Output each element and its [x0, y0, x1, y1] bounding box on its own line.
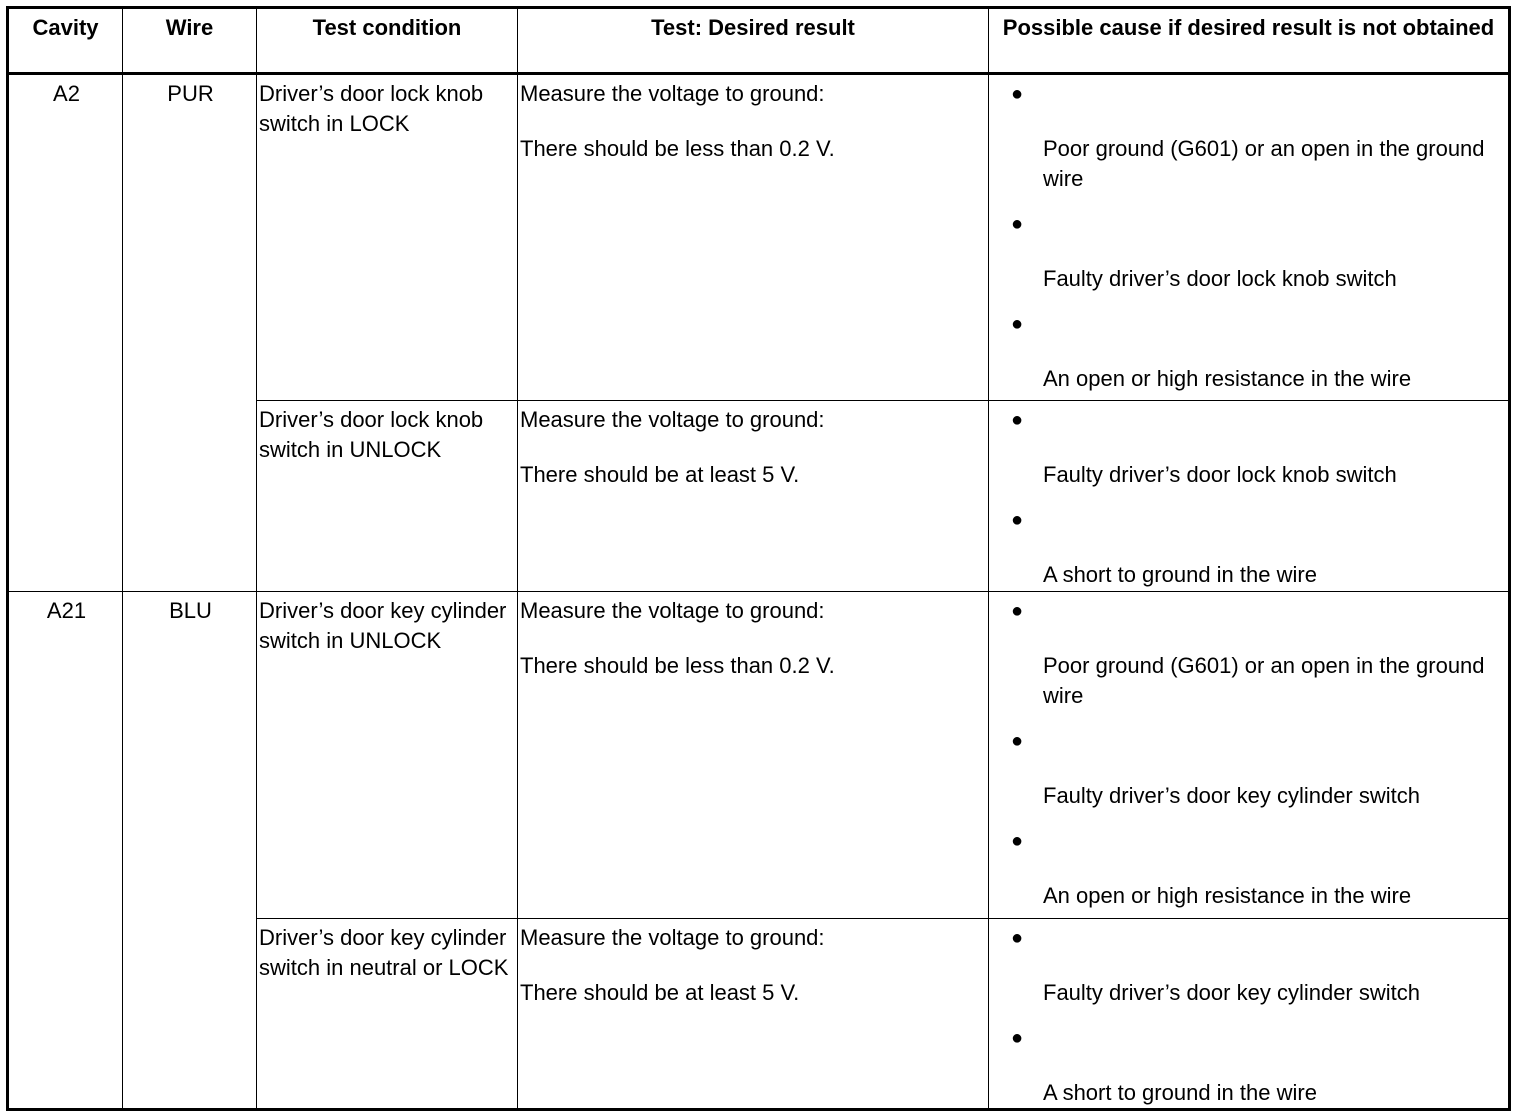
wire-cell: BLU — [123, 592, 257, 1110]
cause-item — [991, 405, 1508, 490]
table-row — [8, 592, 1510, 919]
diagnostic-table — [6, 6, 1511, 1111]
bullet-icon: ● — [1011, 730, 1024, 752]
result-expectation: There should be less than 0.2 V. — [520, 136, 835, 161]
wire-cell: PUR — [123, 74, 257, 592]
test-condition-cell: Driver’s door key cylinder switch in neutral or LOCK — [257, 919, 518, 1110]
header-cavity: Cavity — [8, 8, 123, 74]
cause-item — [991, 1023, 1508, 1108]
cause-item — [991, 923, 1508, 1008]
cause-item — [991, 826, 1508, 911]
bullet-icon: ● — [1011, 409, 1024, 431]
desired-result-cell — [518, 919, 989, 1110]
result-instruction: Measure the voltage to ground: — [520, 407, 825, 432]
cause-item — [991, 79, 1508, 194]
cause-text: Faulty driver’s door key cylinder switch — [1043, 980, 1420, 1005]
possible-cause-cell — [989, 919, 1510, 1110]
table-row — [8, 74, 1510, 401]
cause-item — [991, 309, 1508, 394]
bullet-icon: ● — [1011, 313, 1024, 335]
result-expectation: There should be at least 5 V. — [520, 980, 800, 1005]
cause-text: Poor ground (G601) or an open in the ground wire — [1043, 136, 1485, 191]
cause-item — [991, 505, 1508, 590]
cause-item — [991, 726, 1508, 811]
desired-result-cell — [518, 592, 989, 919]
result-expectation: There should be at least 5 V. — [520, 462, 800, 487]
bullet-icon: ● — [1011, 83, 1024, 105]
header-possible-cause: Possible cause if desired result is not obtained — [989, 8, 1510, 74]
header-wire: Wire — [123, 8, 257, 74]
result-instruction: Measure the voltage to ground: — [520, 81, 825, 106]
result-instruction: Measure the voltage to ground: — [520, 925, 825, 950]
cause-item — [991, 209, 1508, 294]
bullet-icon: ● — [1011, 1027, 1024, 1049]
header-row — [8, 8, 1510, 74]
bullet-icon: ● — [1011, 600, 1024, 622]
cavity-cell: A21 — [8, 592, 123, 1110]
header-desired-result: Test: Desired result — [518, 8, 989, 74]
bullet-icon: ● — [1011, 927, 1024, 949]
desired-result-cell — [518, 74, 989, 401]
header-test-condition: Test condition — [257, 8, 518, 74]
test-condition-cell: Driver’s door lock knob switch in LOCK — [257, 74, 518, 401]
test-condition-cell: Driver’s door key cylinder switch in UNLOCK — [257, 592, 518, 919]
cause-text: An open or high resistance in the wire — [1043, 883, 1412, 908]
cause-text: Faulty driver’s door lock knob switch — [1043, 462, 1397, 487]
cause-item — [991, 596, 1508, 711]
cause-text: Faulty driver’s door lock knob switch — [1043, 266, 1397, 291]
cause-text: A short to ground in the wire — [1043, 1080, 1317, 1105]
cause-text: Faulty driver’s door key cylinder switch — [1043, 783, 1420, 808]
possible-cause-cell — [989, 74, 1510, 401]
bullet-icon: ● — [1011, 213, 1024, 235]
bullet-icon: ● — [1011, 830, 1024, 852]
cause-text: Poor ground (G601) or an open in the ground wire — [1043, 653, 1485, 708]
result-expectation: There should be less than 0.2 V. — [520, 653, 835, 678]
test-condition-cell: Driver’s door lock knob switch in UNLOCK — [257, 401, 518, 592]
cause-text: A short to ground in the wire — [1043, 562, 1317, 587]
bullet-icon: ● — [1011, 509, 1024, 531]
cavity-cell: A2 — [8, 74, 123, 592]
cause-text: An open or high resistance in the wire — [1043, 366, 1412, 391]
possible-cause-cell — [989, 592, 1510, 919]
result-instruction: Measure the voltage to ground: — [520, 598, 825, 623]
desired-result-cell — [518, 401, 989, 592]
possible-cause-cell — [989, 401, 1510, 592]
